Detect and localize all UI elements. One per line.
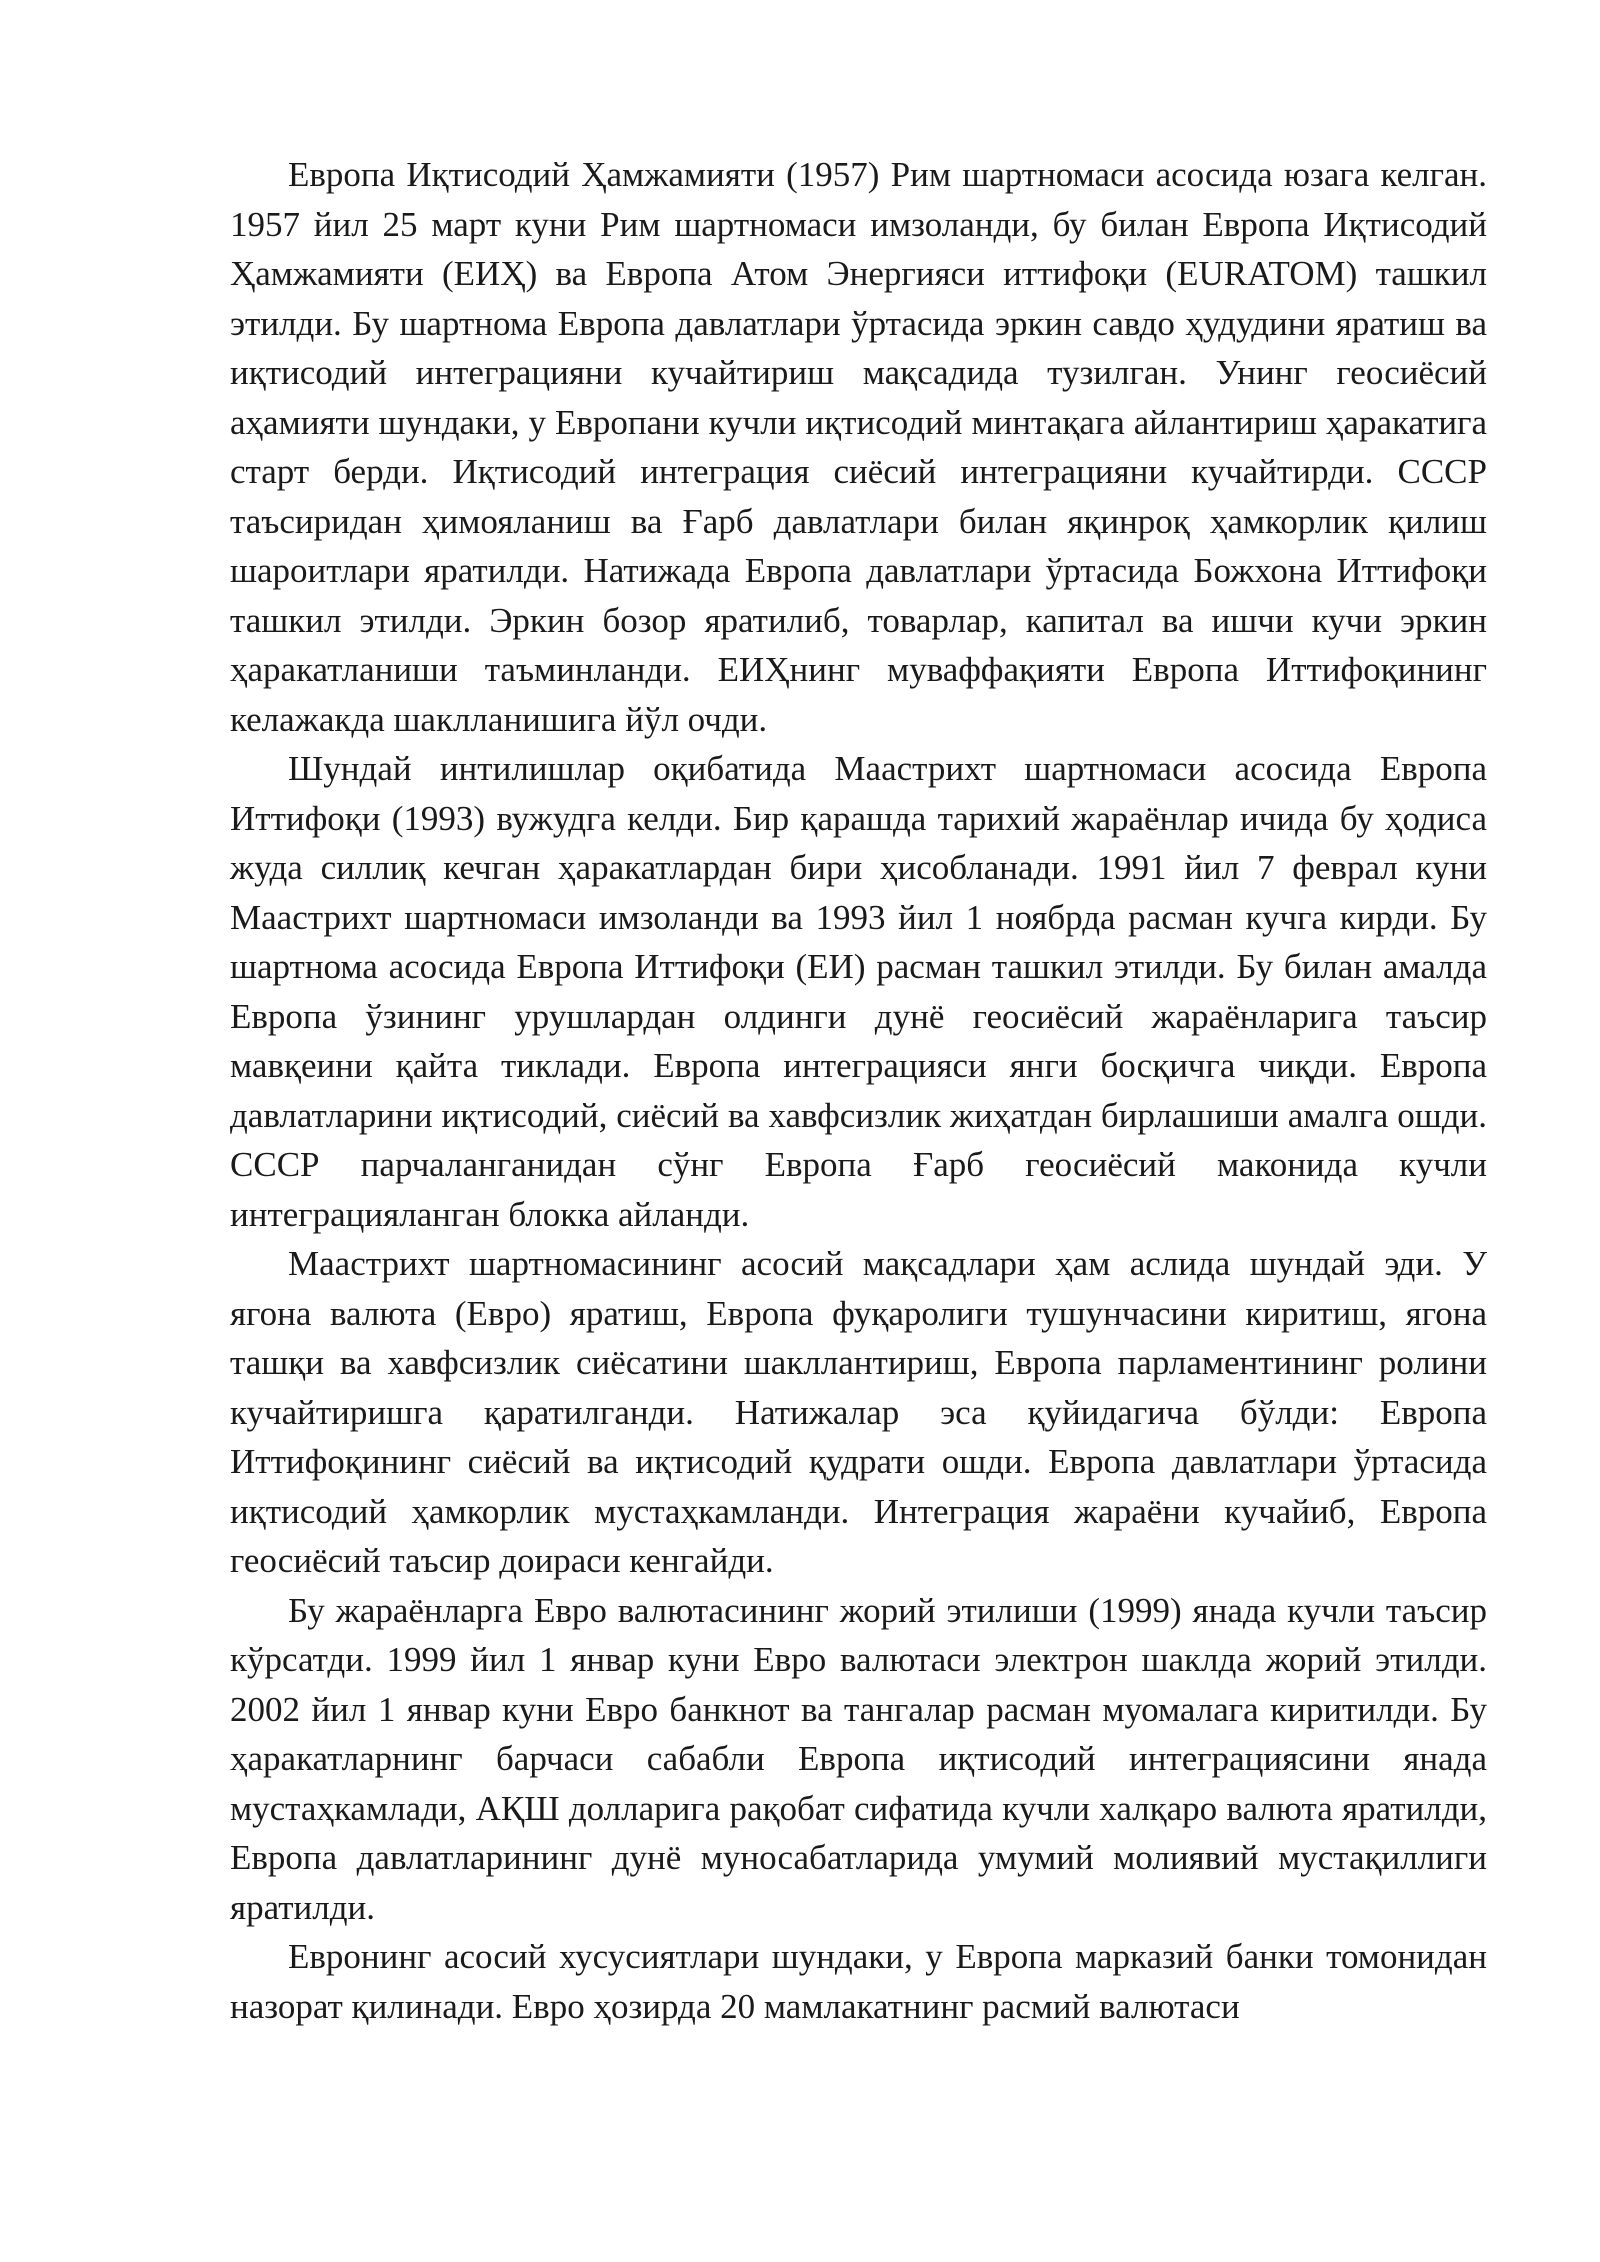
paragraph-maastricht-goals: Маастрихт шартномасининг асосий мақсадлари ҳам аслида шундай эди. У ягона валюта (Евро) яратиш, Европа фуқаролиги тушунчасини киритиш, ягона ташқи ва хавфсизлик сиёсатини шакллантириш, Европа парламентининг ролини кучайтиришга қаратилганди. Натижалар эса қуйидагича бўлди: Европа Иттифоқининг сиёсий ва иқтисодий қудрати ошди. Европа давлатлари ўртасида иқтисодий ҳамкорлик мустаҳкамланди. Интеграция жараёни кучайиб, Европа геосиёсий таъсир доираси кенгайди. <box>230 1244 1487 1580</box>
paragraph-euro-features: Евронинг асосий хусусиятлари шундаки, у Европа марказий банки томонидан назорат қилинади. Евро ҳозирда 20 мамлакатнинг расмий валютаси <box>230 1937 1487 2026</box>
document-body <box>230 150 1487 2031</box>
paragraph-eec: Европа Иқтисодий Ҳамжамияти (1957) Рим шартномаси асосида юзага келган. 1957 йил 25 март куни Рим шартномаси имзоланди, бу билан Европа Иқтисодий Ҳамжамияти (ЕИҲ) ва Европа Атом Энергияси иттифоқи (EURATOM) ташкил этилди. Бу шартнома Европа давлатлари ўртасида эркин савдо ҳудудини яратиш ва иқтисодий интеграцияни кучайтириш мақсадида тузилган. Унинг геосиёсий аҳамияти шундаки, у Европани кучли иқтисодий минтақага айлантириш ҳаракатига старт берди. Иқтисодий интеграция сиёсий интеграцияни кучайтирди. СССР таъсиридан ҳимояланиш ва Ғарб давлатлари билан яқинроқ ҳамкорлик қилиш шароитлари яратилди. Натижада Европа давлатлари ўртасида Божхона Иттифоқи ташкил этилди. Эркин бозор яратилиб, товарлар, капитал ва ишчи кучи эркин ҳаракатланиши таъминланди. ЕИҲнинг муваффақияти Европа Иттифоқининг келажакда шаклланишига йўл очди. <box>230 155 1487 739</box>
paragraph-maastricht-union: Шундай интилишлар оқибатида Маастрихт шартномаси асосида Европа Иттифоқи (1993) вужудга келди. Бир қарашда тарихий жараёнлар ичида бу ҳодиса жуда силлиқ кечган ҳаракатлардан бири ҳисобланади. 1991 йил 7 феврал куни Маастрихт шартномаси имзоланди ва 1993 йил 1 ноябрда расман кучга кирди. Бу шартнома асосида Европа Иттифоқи (ЕИ) расман ташкил этилди. Бу билан амалда Европа ўзининг урушлардан олдинги дунё геосиёсий жараёнларига таъсир мавқеини қайта тиклади. Европа интеграцияси янги босқичга чиқди. Европа давлатларини иқтисодий, сиёсий ва хавфсизлик жиҳатдан бирлашиши амалга ошди. СССР парчаланганидан сўнг Европа Ғарб геосиёсий маконида кучли интеграцияланган блокка айланди. <box>230 749 1487 1234</box>
paragraph-euro-introduction: Бу жараёнларга Евро валютасининг жорий этилиши (1999) янада кучли таъсир кўрсатди. 1999 йил 1 январ куни Евро валютаси электрон шаклда жорий этилди. 2002 йил 1 январ куни Евро банкнот ва тангалар расман муомалага киритилди. Бу ҳаракатларнинг барчаси сабабли Европа иқтисодий интеграциясини янада мустаҳкамлади, АҚШ долларига рақобат сифатида кучли халқаро валюта яратилди, Европа давлатларининг дунё муносабатларида умумий молиявий мустақиллиги яратилди. <box>230 1590 1487 1927</box>
